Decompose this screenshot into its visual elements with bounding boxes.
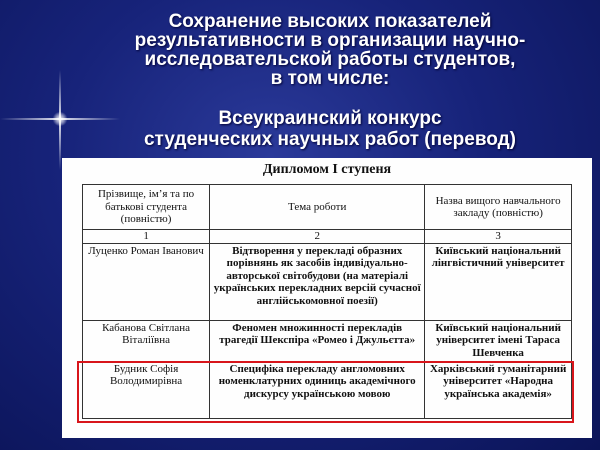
slide-subtitle (80, 108, 580, 150)
slide-title (80, 12, 580, 88)
slide-title-line: результативности в организации научно- (134, 30, 526, 51)
column-number: 3 (425, 230, 572, 244)
column-number-row (83, 230, 572, 244)
student-name: Луценко Роман Іванович (83, 243, 210, 320)
institution-name: Харківський гуманітарний університет «Народна українська академія» (425, 361, 572, 418)
table-row (83, 320, 572, 361)
student-name: Кабанова Світлана Віталіївна (83, 320, 210, 361)
column-header-student: Прізвище, ім’я та по батькові студента (повністю) (83, 185, 210, 230)
institution-name: Київський національний лінгвістичний університет (425, 243, 572, 320)
column-header-topic: Тема роботи (210, 185, 425, 230)
scanned-document (62, 158, 592, 438)
lens-flare-center (52, 112, 68, 126)
slide-title-line: в том числе: (270, 68, 390, 89)
column-number: 1 (83, 230, 210, 244)
slide-title-line: Сохранение высоких показателей (168, 11, 492, 32)
slide-subtitle-line: студенческих научных работ (перевод) (143, 129, 517, 150)
student-name: Будник Софія Володимирівна (83, 361, 210, 418)
table-header-row (83, 185, 572, 230)
slide-subtitle-line: Всеукраинский конкурс (218, 108, 442, 129)
work-topic: Феномен множинності перекладів трагедії Шекспіра «Ромео і Джульєтта» (210, 320, 425, 361)
slide-title-line: исследовательской работы студентов, (144, 49, 516, 70)
column-header-institution: Назва вищого навчального закладу (повністю) (425, 185, 572, 230)
column-number: 2 (210, 230, 425, 244)
highlight-frame (77, 361, 574, 423)
work-topic: Відтворення у перекладі образних порівнянь як засобів індивідуально-авторської світобудови (на матеріалі українських перекладних версій сучасної англійськомовної поезії) (210, 243, 425, 320)
document-caption: Дипломом I ступеня (262, 162, 392, 177)
table-row (83, 243, 572, 320)
work-topic: Специфіка перекладу англомовних номенклатурних одиниць академічного дискурсу українською мовою (210, 361, 425, 418)
institution-name: Київський національний університет імені Тараса Шевченка (425, 320, 572, 361)
